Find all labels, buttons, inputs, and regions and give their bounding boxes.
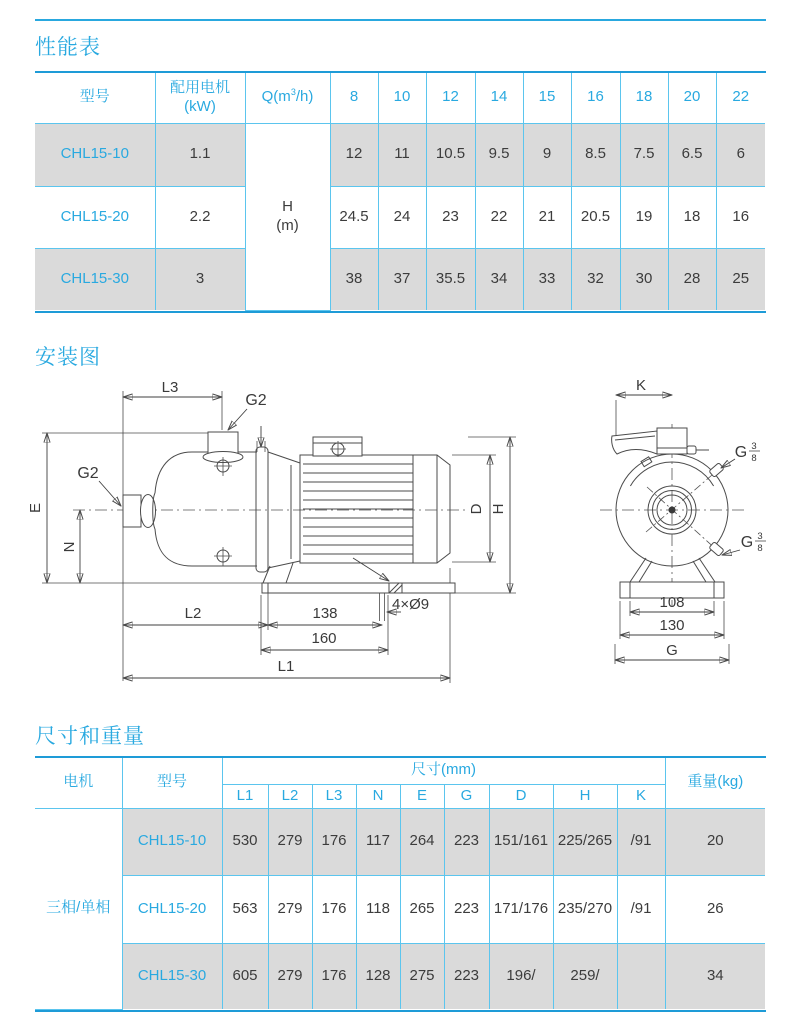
dim-col: L2 (268, 784, 312, 808)
head-unit-cell: H (m) (245, 123, 330, 310)
svg-text:3: 3 (751, 441, 757, 452)
dim-label-n: N (61, 541, 78, 553)
col-header-weight: 重量(kg) (665, 758, 765, 808)
dimensions-section-title: 尺寸和重量 (35, 725, 145, 748)
flow-point: 22 (716, 73, 765, 123)
col-header-motor: 电机 (35, 758, 122, 808)
dim-label-d: D (468, 503, 485, 515)
flow-point: 10 (378, 73, 426, 123)
dim-label-bolt-holes: 4×Ø9 (392, 596, 430, 613)
weight-cell: 34 (665, 943, 765, 1009)
pump-end-view (600, 377, 766, 664)
dim-col: L3 (312, 784, 356, 808)
svg-text:G: G (740, 534, 754, 551)
port-label-g2-top: G2 (245, 392, 267, 409)
svg-text:8: 8 (757, 543, 763, 554)
weight-cell: 20 (665, 808, 765, 875)
table-row: CHL15-20 2.2 24.5 24 23 22 21 20.5 19 18 16 (35, 186, 765, 248)
weight-cell: 26 (665, 875, 765, 943)
table-row: CHL15-30 605 279 176 128 275 223 196/ 259/ 34 (35, 943, 765, 1009)
flow-point: 16 (571, 73, 620, 123)
dim-col: D (489, 784, 553, 808)
dim-label-k: K (635, 377, 647, 394)
col-header-model: 型号 (35, 73, 155, 123)
motor-ribs (303, 464, 413, 554)
table-row: CHL15-30 3 38 37 35.5 34 33 32 30 28 25 (35, 248, 765, 310)
flow-point: 14 (475, 73, 523, 123)
flow-point: 15 (523, 73, 571, 123)
svg-text:3: 3 (757, 531, 763, 542)
dim-col: L1 (222, 784, 268, 808)
dimensions-table (35, 756, 766, 1012)
port-label-g2-left: G2 (77, 465, 99, 482)
model-cell: CHL15-10 (35, 123, 155, 186)
dim-label-h: H (490, 503, 507, 515)
col-header-motor: 配用电机 (kW) (155, 73, 245, 123)
dim-col: G (444, 784, 489, 808)
dim-col: N (356, 784, 400, 808)
dim-label-g: G (666, 642, 678, 659)
performance-section-title: 性能表 (35, 36, 101, 59)
flow-point: 20 (668, 73, 716, 123)
model-cell: CHL15-10 (122, 808, 222, 875)
dim-label-l1: L1 (277, 658, 295, 675)
model-cell: CHL15-20 (122, 875, 222, 943)
dimensions-header-row-1 (35, 758, 765, 784)
installation-drawing (0, 375, 800, 691)
dim-label-e: E (27, 502, 44, 514)
model-cell: CHL15-30 (122, 943, 222, 1009)
model-cell: CHL15-30 (35, 248, 155, 310)
dim-label-138: 138 (312, 605, 338, 622)
flow-point: 12 (426, 73, 475, 123)
dim-label-108: 108 (659, 594, 685, 611)
thread-label-g38-upper (721, 441, 760, 468)
dim-col: E (400, 784, 444, 808)
dim-label-l3: L3 (161, 379, 179, 396)
model-cell: CHL15-20 (35, 186, 155, 248)
dim-col: K (617, 784, 665, 808)
flow-point: 18 (620, 73, 668, 123)
thread-label-g38-lower (722, 531, 766, 555)
top-divider (35, 19, 766, 21)
dim-label-l2: L2 (184, 605, 202, 622)
pump-side-view (27, 379, 516, 683)
table-row: 三相/单相 CHL15-10 530 279 176 117 264 223 151/161 225/265 /91 20 (35, 808, 765, 875)
table-row: CHL15-20 563 279 176 118 265 223 171/176 235/270 /91 26 (35, 875, 765, 943)
motor-type-cell: 三相/单相 (35, 808, 122, 1009)
col-header-model: 型号 (122, 758, 222, 808)
svg-text:8: 8 (751, 453, 757, 464)
performance-header-row (35, 73, 765, 123)
performance-table (35, 71, 766, 313)
flow-point: 8 (330, 73, 378, 123)
col-header-flow: $Q(m^3/h)$ (245, 73, 330, 123)
table-row: CHL15-10 1.1 H (m) 12 11 10.5 9.5 9 8.5 7.5 6.5 6 (35, 123, 765, 186)
dim-label-130: 130 (659, 617, 685, 634)
installation-section-title: 安装图 (35, 346, 101, 369)
dim-col: H (553, 784, 617, 808)
dim-label-160: 160 (311, 630, 337, 647)
svg-text:G: G (734, 444, 748, 461)
col-group-dimensions: 尺寸(mm) (222, 758, 665, 784)
